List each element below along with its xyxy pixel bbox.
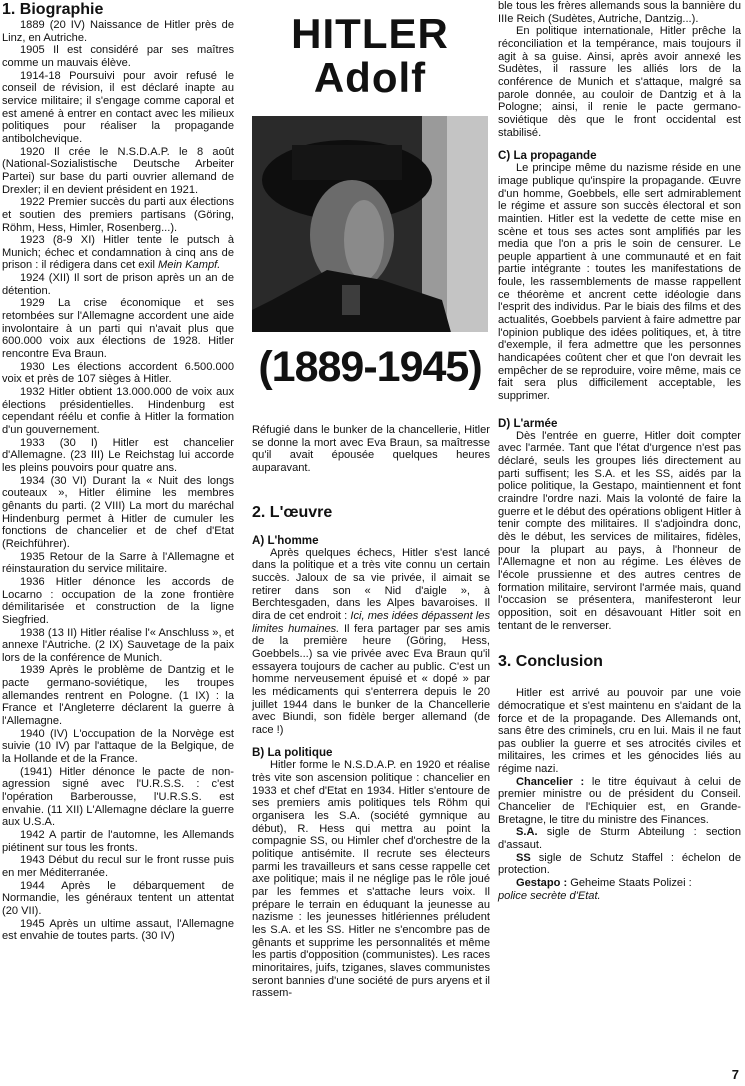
- glossary-definition: le titre équivaut à celui de premier ministre ou de président du Conseil. Chancelier de l'Echiquier est, en Grande-Bretagne, le titre du ministre des Finances.: [498, 775, 741, 826]
- homme-quote: Ici, mes idées dépassent les limites humaines.: [252, 609, 490, 635]
- biography-entry-text: 1929 La crise économique et ses retombées sur l'Allemagne accordent une aide involontaire à un parti qui n'avait plus que 600.000 voix aux élections de 1928. Hitler rencontre Eva Braun.: [2, 297, 234, 361]
- armee-paragraph: Dès l'entrée en guerre, Hitler doit compter avec l'armée. Tant que l'état d'urgence n'est pas déclaré, seuls les groupes liés directement au parti suffisent; les S.A. et les SS, aidés par la police politique, la Gestapo, maintiennent et font craindre l'ordre nazi. Mais la volonté de faire la guerre et le début des opérations obligent Hitler à tenir compte des militaires. Il s'adjoindra donc, dès le début, les services de militaires, fidèles, pour la plupart au pays, à l'honneur de l'Allemagne et non au régime. Les élèves de l'école prussienne et des autres centres de formation militaire, serviront l'armée mais, quand l'occasion se présentera, manifesteront leur opposition, soit en désavouant Hitler soit en tentant de le renverser.: [498, 429, 741, 632]
- conclusion-paragraph: Hitler est arrivé au pouvoir par une voie démocratique et s'est maintenu en s'aidant de la force et de la propagande. Des Allemands ont, sans être des criminels, cru en lui. Mais il ne faut pas oublier la guerre et ses atrocités civiles et militaires, les crimes et les génocides liés au régime nazi.: [498, 687, 741, 776]
- homme-text-2: Il fera partager par ses amis de la première heure (Göring, Hess, Goebbels...) sa vie privée avec Eva Braun qu'il essayera toujours de cacher au public. C'est un homme nerveusement épuisé et « dopé » par les médicaments qui s'enterrera depuis le 20 juillet 1944 dans le bunker de la Chancellerie avec Biundi, son fidèle berger allemand (de race !): [252, 622, 490, 736]
- portrait-photo: [252, 0, 488, 412]
- biography-entry: [2, 386, 234, 437]
- portrait-name-box: [252, 0, 488, 116]
- conclusion-title: 3. Conclusion: [498, 653, 603, 671]
- biography-entry: [2, 475, 234, 551]
- biography-entry-text: 1936 Hitler dénonce les accords de Locarno : occupation de la zone frontière démilitarisée et construction de la ligne Siegfried.: [2, 575, 234, 626]
- glossary-term: SS: [516, 851, 531, 864]
- glossary-term: S.A.: [516, 826, 538, 839]
- portrait-surname: HITLER: [291, 10, 449, 57]
- biography-column: [2, 0, 234, 943]
- biography-entry: [2, 728, 234, 766]
- glossary-entry: [498, 852, 741, 877]
- homme-subtitle: A) L'homme: [252, 533, 319, 547]
- oeuvre-title: 2. L'œuvre: [252, 503, 333, 521]
- portrait-firstname: Adolf: [313, 54, 427, 101]
- biography-entry: [2, 918, 234, 943]
- biography-entry-text: 1942 A partir de l'automne, les Allemands piétinent sur tous les fronts.: [2, 829, 234, 854]
- politique-subtitle: B) La politique: [252, 746, 333, 760]
- portrait-years: (1889-1945): [258, 343, 482, 391]
- glossary-definition: sigle de Schutz Staffel : échelon de protection.: [498, 851, 741, 877]
- biography-entry-text: 1920 Il crée le N.S.D.A.P. le 8 août (National-Sozialistische Deutsche Arbeiter Partei) sur base du parti ouvrier allemand de Drexler; il en devient président en 1921.: [2, 145, 234, 196]
- biography-entry: [2, 627, 234, 665]
- biography-entry-text: 1944 Après le débarquement de Normandie, les généraux tentent un attentat (20 VII).: [2, 879, 234, 917]
- propagande-subtitle: C) La propagande: [498, 149, 597, 163]
- biography-entry: [2, 196, 234, 234]
- glossary-definition: sigle de Sturm Abteilung : section d'assaut.: [498, 826, 741, 852]
- homme-paragraph: [252, 547, 490, 737]
- biography-entry: [2, 146, 234, 197]
- biography-entry: [2, 829, 234, 854]
- biography-entry: [2, 854, 234, 879]
- biography-entry-text: 1922 Premier succès du parti aux élections et soutien des premiers partisans (Göring, Röhm, Hess, Himler, Rosenberg...).: [2, 196, 234, 234]
- biography-entry: [2, 576, 234, 627]
- biography-entry: [2, 361, 234, 386]
- biography-entry-text: 1934 (30 VI) Durant la « Nuit des longs couteaux », Hitler élimine les membres gênants du parti. (2 VIII) La mort du maréchal Hindenburg permet à Hitler de cumuler les fonctions de chancelier et de chef d'Etat (Reichführer).: [2, 474, 234, 550]
- biography-entry: [2, 272, 234, 297]
- biography-entry: [2, 19, 234, 44]
- biography-entry: [2, 551, 234, 576]
- biography-entry-text: 1889 (20 IV) Naissance de Hitler près de Linz, en Autriche.: [2, 19, 234, 44]
- page-number: 7: [731, 1067, 739, 1082]
- politique-continuation: ble tous les frères allemands sous la bannière du IIIe Reich (Sudètes, Autriche, Dantzig...).: [498, 0, 741, 25]
- biography-entry: [2, 664, 234, 727]
- mein-kampf-title: Mein Kampf.: [158, 259, 221, 272]
- biography-entry-text: 1933 (30 I) Hitler est chancelier d'Allemagne. (23 III) Le Reichstag lui accorde les pleins pouvoirs pour quatre ans.: [2, 436, 234, 474]
- biography-entry-text: 1914-18 Poursuivi pour avoir refusé le conseil de révision, il est déclaré inapte au service militaire; il s'engage comme caporal et est amené à entrer en contact avec les milieux politiques pour réaliser la propagande antibolchevique.: [2, 69, 234, 145]
- biography-entry-text: 1945 Après un ultime assaut, l'Allemagne est envahie de toutes parts. (30 IV): [2, 917, 234, 943]
- politique-paragraph-2: En politique internationale, Hitler prêche la réconciliation et la tempérance, mais toujours il agit à sa guise. Ainsi, après avoir annexé les Sudètes, il rassure les alliés lors de la conférence de Munich et s'attaque, malgré sa parole donnée, au couloir de Dantzig et à la Pologne; ainsi, il renie le pacte germano-soviétique dès que le front occidental est stabilisé.: [498, 25, 741, 139]
- glossary: [498, 776, 741, 890]
- biography-entry-text: 1932 Hitler obtient 13.000.000 de voix aux élections présidentielles. Hindenburg est cependant réélu et confie à Hitler la formation d'un gouvernement.: [2, 386, 234, 436]
- biography-entry-text: (1941) Hitler dénonce le pacte de non-agression signé avec l'U.R.S.S. : c'est l'opération Barberousse, l'U.R.S.S. est envahie. (11 XII) L'Allemagne déclare la guerre aux U.S.A.: [2, 765, 234, 829]
- biography-entry: [2, 297, 234, 360]
- biography-entry-text: 1935 Retour de la Sarre à l'Allemagne et réinstauration du service militaire.: [2, 550, 234, 576]
- biography-entry-text: 1938 (13 II) Hitler réalise l'« Anschluss », et annexe l'Autriche. (2 IX) Sauvetage de la paix lors de la conférence de Munich.: [2, 626, 234, 664]
- biography-entry: [2, 44, 234, 69]
- biography-entry-text: 1943 Début du recul sur le front russe puis en mer Méditerranée.: [2, 854, 234, 879]
- glossary-term: Gestapo :: [516, 877, 568, 890]
- glossary-entry: [498, 826, 741, 851]
- biography-entry-text: 1923 (8-9 XI) Hitler tente le putsch à Munich; échec et condamnation à cinq ans de prison : il rédigera dans cet exil: [2, 234, 234, 272]
- homme-text-1: Après quelques échecs, Hitler s'est lancé dans la politique et a très vite connu un certain succès. Jaloux de sa vie privée, il aimait se retirer dans son « Nid d'aigle », à Berchtesgaden, dans les Alpes bavaroises. Il dira de cet endroit :: [252, 546, 490, 622]
- biography-entry-text: 1939 Après le problème de Dantzig et le pacte germano-soviétique, les troupes allemandes rentrent en Pologne. (1 IX) : la France et l'Angleterre déclarent la guerre à l'Allemagne.: [2, 664, 234, 728]
- biography-entry: [2, 437, 234, 475]
- propagande-paragraph: Le principe même du nazisme réside en une image publique qu'inspire la propagande. Œuvre d'un homme, Goebbels, elle sert admirablement le régime et assure son succès électoral et son maintien. Hitler est la vedette de cette mise en scène et tous ses actes sont amplifiés par les media que l'on a pris le soin de censurer. Le peuple appartient à une communauté et en fait partie intégrante : toutes les manifestations de foule, les rassemblements de masse rappellent ce théorème et ancrent cette idéologie dans l'esprit des individus. Par le biais des films et des actualités, Goebbels parvient à faire admettre par l'opinion publique des idées politiques, et, à titre d'exemple, il fera admettre que les personnes handicapées coûtent cher et que l'on devrait les empêcher de se reproduire, voire même, mais ce fait sera plus difficilement acceptable, les supprimer.: [498, 162, 741, 403]
- biography-entry: [2, 70, 234, 146]
- portrait-years-box: [252, 332, 488, 412]
- right-column: [498, 0, 741, 902]
- biography-entry-text: 1924 (XII) Il sort de prison après un an de détention.: [2, 272, 234, 297]
- biography-entry: [2, 234, 234, 272]
- glossary-entry: [498, 877, 741, 890]
- biography-entries: [2, 19, 234, 943]
- middle-column: [252, 0, 490, 1000]
- photo-caption: Réfugié dans le bunker de la chancellerie, Hitler se donne la mort avec Eva Braun, sa maîtresse qu'il avait épousée quelques heures auparavant.: [252, 424, 490, 474]
- glossary-entry: [498, 776, 741, 827]
- politique-paragraph: Hitler forme le N.S.D.A.P. en 1920 et réalise très vite son ascension politique : chancelier en 1933 et chef d'Etat en 1934. Hitler s'entoure de ses premiers amis politiques tels Röhm qui organisera les S.A. (société gymnique au début), R. Hess qui mettra au point la compagnie SS, ou Himler chef d'orchestre de la politique antisémite. Il recrute ses électeurs parmi les travailleurs et sans cesse rappelle cet axe politique; mais il ne néglige pas le rôle joué par les femmes et s'attache leurs voix. Il prépare le terrain en éduquant la jeunesse au nazisme : les jeunesses hitlériennes préludent les S.A. et les SS. Hitler ne s'encombre pas de gênants et supprime les personnalités et même les partis d'opposition (communistes). Les races minoritaires, juifs, tziganes, slaves communistes seront bannies d'une société de purs aryens et il rassem-: [252, 759, 490, 1000]
- biography-entry: [2, 880, 234, 918]
- gestapo-definition-italic: police secrète d'Etat.: [498, 889, 601, 902]
- glossary-term: Chancelier :: [516, 775, 585, 788]
- armee-subtitle: D) L'armée: [498, 416, 558, 430]
- biography-entry-text: 1930 Les élections accordent 6.500.000 voix et près de 107 sièges à Hitler.: [2, 360, 234, 386]
- biography-entry: [2, 766, 234, 829]
- biography-title: 1. Biographie: [2, 1, 104, 18]
- biography-entry-text: 1940 (IV) L'occupation de la Norvège est suivie (10 IV) par l'attaque de la Belgique, de la Hollande et de la France.: [2, 727, 234, 766]
- biography-entry-text: 1905 Il est considéré par ses maîtres comme un mauvais élève.: [2, 44, 234, 69]
- glossary-definition: Geheime Staats Polizei :: [567, 877, 692, 890]
